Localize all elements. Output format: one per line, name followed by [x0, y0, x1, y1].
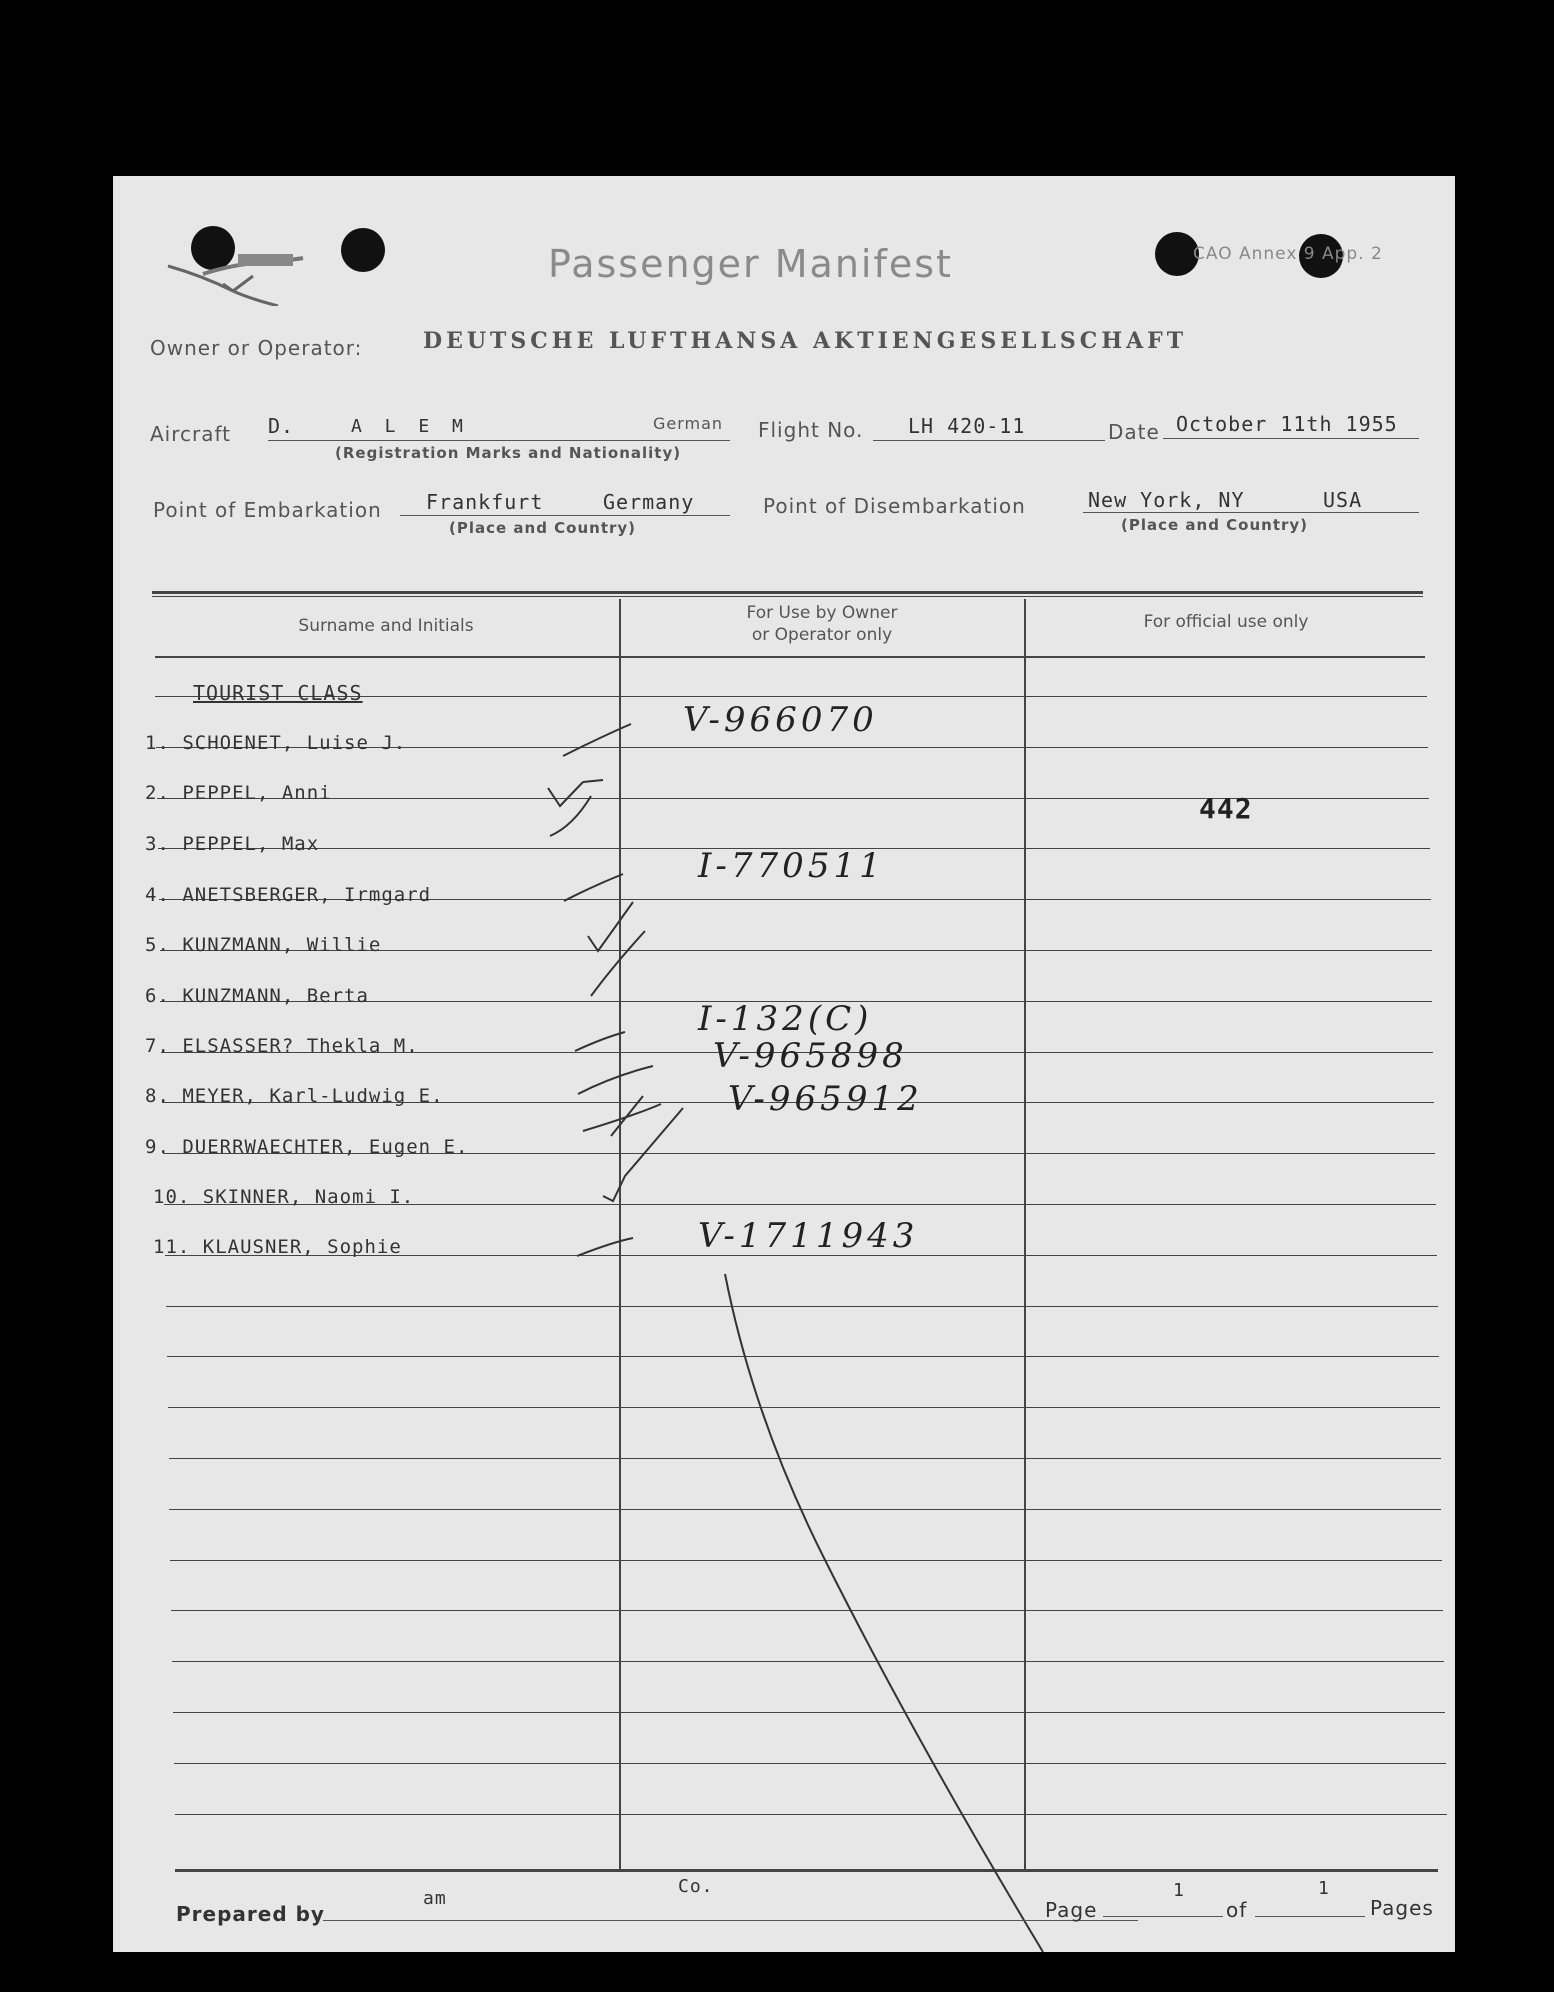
passenger-name: DUERRWAECHTER, Eugen E. [182, 1136, 469, 1158]
row-number: 1. [145, 732, 170, 754]
embarkation-label: Point of Embarkation [153, 498, 382, 522]
aircraft-nationality: German [653, 414, 724, 433]
manifest-sheet [113, 176, 1455, 1952]
row-number: 3. [145, 833, 170, 855]
passport-code: I-132(C) [698, 999, 873, 1039]
row-number: 2. [145, 782, 170, 804]
prepared-by-underline [323, 1920, 1138, 1921]
prepared-by-label: Prepared by [176, 1902, 325, 1926]
form-title: Passenger Manifest [548, 242, 953, 286]
official-note: 442 [1199, 792, 1253, 825]
row-number: 8. [145, 1085, 170, 1107]
passenger-name: PEPPEL, Max [182, 833, 320, 855]
disembarkation-country: USA [1323, 488, 1363, 512]
row-number: 5. [145, 934, 170, 956]
passport-code: V-966070 [683, 700, 878, 740]
co-label: Co. [678, 1876, 714, 1897]
passenger-name: ELSASSER? Thekla M. [182, 1035, 419, 1057]
prepared-by-value: am [423, 1888, 447, 1909]
passport-code: V-965912 [728, 1079, 923, 1119]
embarkation-caption: (Place and Country) [449, 519, 637, 537]
column-header-owner-line2: or Operator only [751, 625, 893, 645]
aircraft-label: Aircraft [150, 422, 232, 446]
of-label: of [1226, 1898, 1248, 1922]
icao-reference: CAO Annex 9 App. 2 [1193, 244, 1383, 264]
row-number: 10. [153, 1186, 191, 1208]
embarkation-city: Frankfurt [426, 490, 544, 514]
embarkation-country: Germany [603, 490, 695, 514]
disembarkation-city: New York, NY [1088, 488, 1245, 512]
page-underline [1103, 1916, 1223, 1917]
of-value: 1 [1318, 1878, 1330, 1899]
row-number: 9. [145, 1136, 170, 1158]
passenger-name: PEPPEL, Anni [182, 782, 332, 804]
pen-marks [113, 176, 1455, 1952]
aircraft-prefix: D. [268, 414, 295, 438]
aircraft-registration: A L E M [351, 416, 469, 437]
passport-code: I-770511 [698, 846, 885, 886]
passenger-name: KUNZMANN, Berta [182, 985, 369, 1007]
passenger-name: KLAUSNER, Sophie [202, 1236, 402, 1258]
disembarkation-label: Point of Disembarkation [763, 494, 1026, 518]
date-label: Date [1108, 420, 1160, 444]
disembarkation-caption: (Place and Country) [1121, 516, 1309, 534]
column-header-official: For official use only [1143, 612, 1309, 632]
pen-stroke [725, 1274, 1043, 1952]
date-value: October 11th 1955 [1176, 412, 1398, 436]
row-number: 6. [145, 985, 170, 1007]
owner-label: Owner or Operator: [150, 336, 363, 360]
column-header-owner-line1: For Use by Owner [746, 603, 898, 623]
passenger-name: ANETSBERGER, Irmgard [182, 884, 432, 906]
passenger-name: SKINNER, Naomi I. [202, 1186, 415, 1208]
page-value: 1 [1173, 1880, 1185, 1901]
aircraft-caption: (Registration Marks and Nationality) [335, 444, 682, 462]
flight-value: LH 420-11 [908, 414, 1026, 438]
page-label: Page [1045, 1898, 1098, 1922]
passenger-name: KUNZMANN, Willie [182, 934, 382, 956]
row-number: 4. [145, 884, 170, 906]
check-mark [548, 724, 683, 1256]
of-underline [1255, 1916, 1365, 1917]
row-number: 7. [145, 1035, 170, 1057]
passenger-name: SCHOENET, Luise J. [182, 732, 407, 754]
passport-code: V-965898 [713, 1036, 908, 1076]
flight-label: Flight No. [758, 418, 864, 442]
owner-value: DEUTSCHE LUFTHANSA AKTIENGESELLSCHAFT [423, 328, 1188, 354]
column-header-name: Surname and Initials [298, 616, 474, 636]
section-label: TOURIST CLASS [193, 681, 363, 705]
pages-label: Pages [1370, 1896, 1434, 1920]
passport-code: V-1711943 [698, 1216, 919, 1256]
passenger-name: MEYER, Karl-Ludwig E. [182, 1085, 444, 1107]
row-number: 11. [153, 1236, 191, 1258]
